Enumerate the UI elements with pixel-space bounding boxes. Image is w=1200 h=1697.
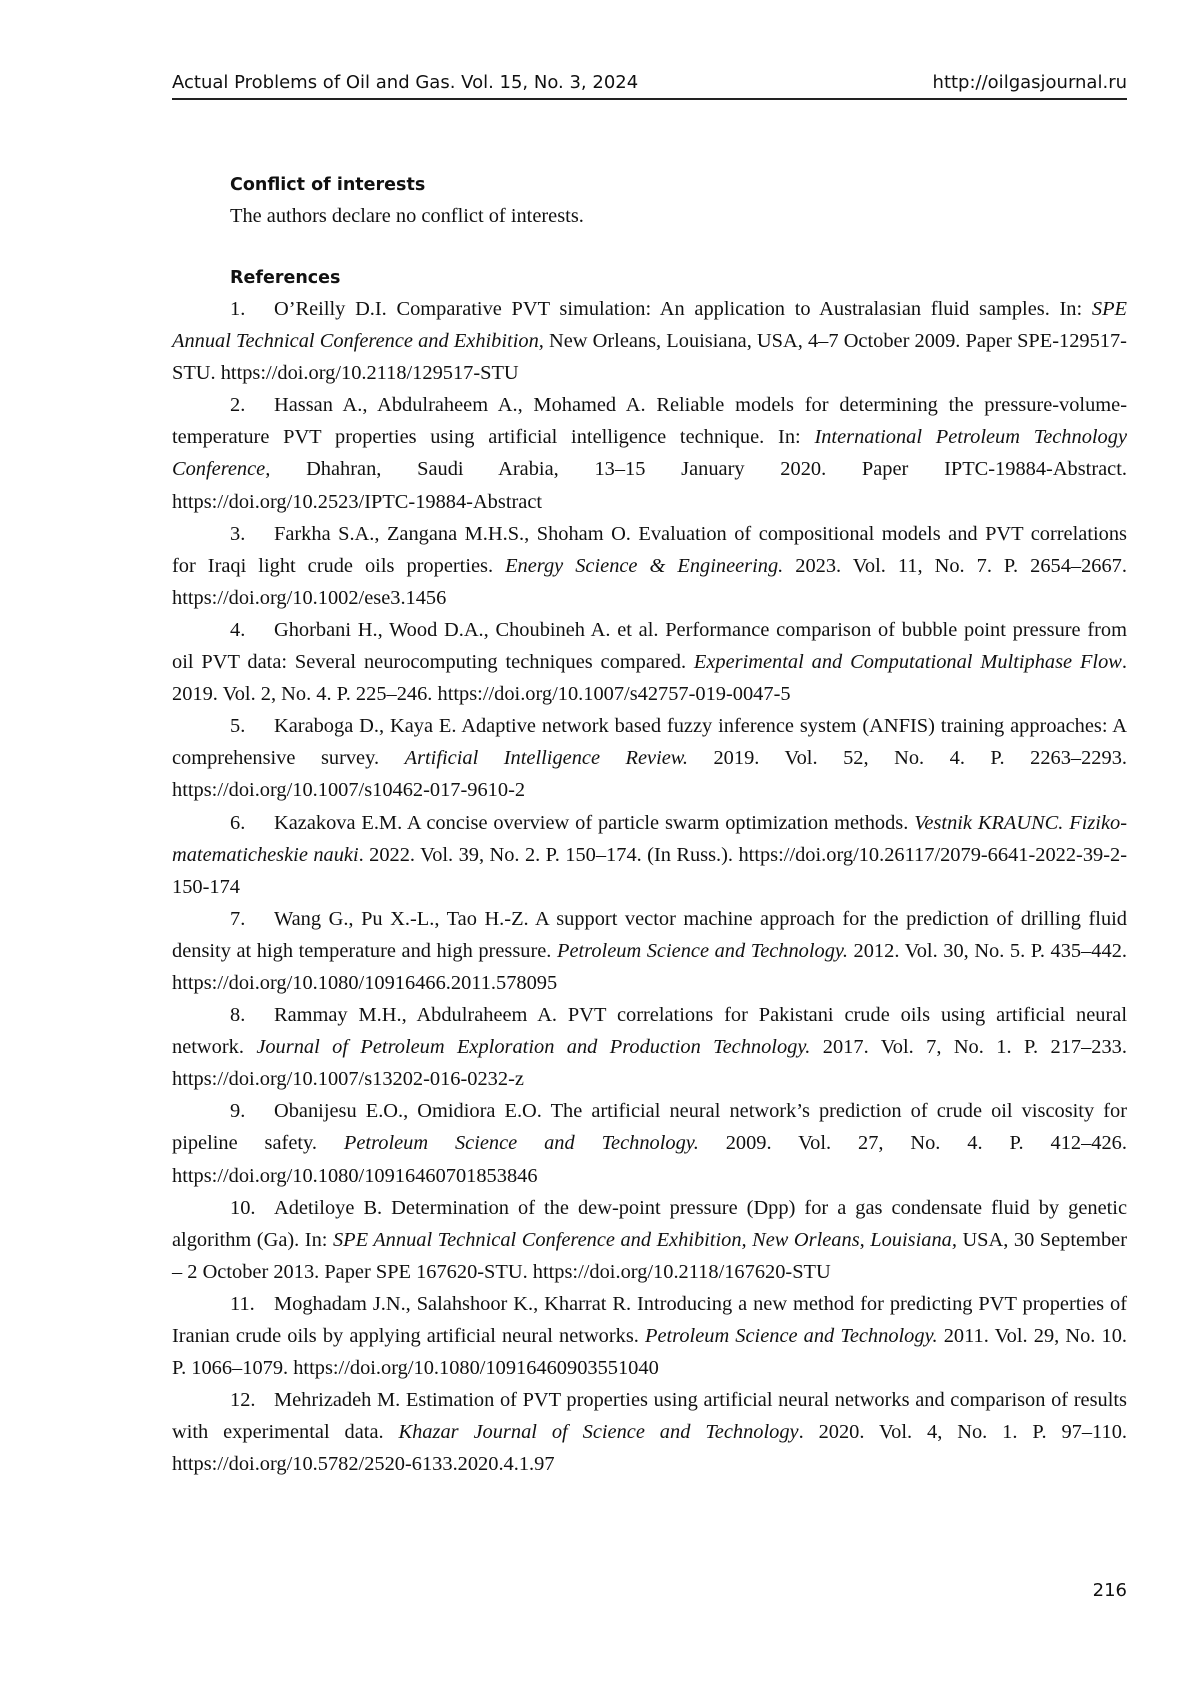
reference-text: Hassan A., Abdulraheem A., Mohamed A. Reliable models for determining the pressure-volume-temperature PVT properties using artificial intelligence technique. In: [172,394,1127,449]
reference-item [172,389,1127,517]
reference-source: Petroleum Science and Technology. [343,1132,699,1155]
page-content [172,170,1127,1480]
reference-text: Farkha S.A., Zangana M.H.S., Shoham O. Evaluation of compositional models and PVT correlations for Iraqi light crude oils properties. [172,522,1127,577]
references-heading: References [230,268,341,288]
reference-text: Ghorbani H., Wood D.A., Choubineh A. et al. Performance comparison of bubble point pressure from oil PVT data: Several neurocomputing techniques compared. [172,618,1127,674]
reference-number: 10. [230,1196,256,1219]
reference-details: 2019. Vol. 52, No. 4. P. 2263–2293. https://doi.org/10.1007/s10462-017-9610-2 [172,747,1127,802]
reference-details: 2011. Vol. 29, No. 10. P. 1066–1079. https://doi.org/10.1080/10916460903551040 [172,1325,1127,1380]
reference-number: 8. [230,1004,246,1027]
reference-details: Dhahran, Saudi Arabia, 13–15 January 2020. Paper IPTC-19884-Abstract. https://doi.org/10.2523/IPTC-19884-Abstract [172,458,1127,513]
reference-source: SPE Annual Technical Conference and Exhibition, New Orleans, Louisiana, [332,1228,957,1251]
reference-source: International Petroleum Technology Conference, [172,426,1127,481]
reference-details: New Orleans, Louisiana, USA, 4–7 October 2009. Paper SPE-129517-STU. https://doi.org/10.2118/129517-STU [172,330,1127,385]
reference-item [172,1192,1127,1288]
conflict-heading: Conflict of interests [230,175,426,195]
reference-details: . 2019. Vol. 2, No. 4. P. 225–246. https://doi.org/10.1007/s42757-019-0047-5 [172,651,1127,706]
reference-source: Energy Science & Engineering. [505,554,784,577]
reference-text: Mehrizadeh M. Estimation of PVT properties using artificial neural networks and comparison of results with experimental data. [172,1389,1127,1444]
reference-source: Vestnik KRAUNC. Fiziko-matematicheskie nauki [172,811,1128,866]
reference-text: Karaboga D., Kaya E. Adaptive network based fuzzy inference system (ANFIS) training approaches: A comprehensive survey. [172,715,1127,770]
reference-source: Journal of Petroleum Exploration and Production Technology. [256,1036,811,1059]
reference-details: USA, 30 September – 2 October 2013. Paper SPE 167620-STU. https://doi.org/10.2118/167620-STU [172,1228,1127,1283]
reference-item [172,614,1127,710]
reference-item [172,999,1127,1095]
reference-text: Kazakova E.M. A concise overview of particle swarm optimization methods. [274,811,915,834]
reference-item [172,293,1127,389]
reference-source: Petroleum Science and Technology. [556,939,848,962]
reference-details: . 2020. Vol. 4, No. 1. P. 97–110. https://doi.org/10.5782/2520-6133.2020.4.1.97 [172,1421,1127,1476]
page-number: 216 [1092,1580,1127,1601]
reference-source: Experimental and Computational Multiphase Flow [693,651,1122,674]
reference-item [172,710,1127,806]
reference-text: Wang G., Pu X.-L., Tao H.-Z. A support vector machine approach for the prediction of drilling fluid density at high temperature and high pressure. [172,907,1127,962]
reference-text: Obanijesu E.O., Omidiora E.O. The artificial neural network’s prediction of crude oil viscosity for pipeline safety. [172,1100,1127,1155]
reference-text: Rammay M.H., Abdulraheem A. PVT correlations for Pakistani crude oils using artificial neural network. [172,1004,1127,1059]
reference-number: 12. [230,1389,256,1412]
reference-details: 2023. Vol. 11, No. 7. P. 2654–2667. https://doi.org/10.1002/ese3.1456 [172,554,1127,609]
reference-text: Moghadam J.N., Salahshoor K., Kharrat R. Introducing a new method for predicting PVT properties of Iranian crude oils by applying artificial neural networks. [172,1292,1127,1347]
reference-number: 7. [230,907,246,930]
reference-source: SPE Annual Technical Conference and Exhibition, [172,298,1127,353]
reference-details: 2009. Vol. 27, No. 4. P. 412–426. https://doi.org/10.1080/10916460701853846 [172,1132,1127,1187]
reference-source: Artificial Intelligence Review. [404,747,688,770]
reference-text: Adetiloye B. Determination of the dew-point pressure (Dpp) for a gas condensate fluid by genetic algorithm (Ga). In: [172,1196,1127,1251]
reference-number: 3. [230,522,246,545]
reference-item [172,518,1127,614]
reference-item [172,1384,1127,1480]
conflict-text: The authors declare no conflict of interests. [230,205,584,227]
reference-list [172,293,1127,1480]
reference-number: 5. [230,715,246,738]
reference-details: 2012. Vol. 30, No. 5. P. 435–442. https://doi.org/10.1080/10916466.2011.578095 [172,939,1127,994]
journal-url: http://oilgasjournal.ru [932,72,1127,93]
reference-source: Petroleum Science and Technology. [645,1325,938,1347]
reference-number: 9. [230,1100,246,1123]
reference-number: 2. [230,394,246,417]
reference-number: 1. [230,298,246,320]
reference-details: . 2022. Vol. 39, No. 2. P. 150–174. (In Russ.). https://doi.org/10.26117/2079-6641-2022-39-2-150-174 [172,843,1127,898]
reference-source: Khazar Journal of Science and Technology [398,1421,799,1444]
journal-title: Actual Problems of Oil and Gas. Vol. 15, No. 3, 2024 [172,72,639,93]
reference-item [172,1288,1127,1384]
reference-number: 11. [230,1292,255,1315]
reference-item [172,1095,1127,1191]
running-header [172,72,1127,100]
reference-item [172,807,1127,903]
reference-item [172,903,1127,999]
reference-number: 4. [230,618,246,641]
reference-details: 2017. Vol. 7, No. 1. P. 217–233. https://doi.org/10.1007/s13202-016-0232-z [172,1036,1127,1091]
reference-number: 6. [230,811,246,834]
reference-text: O’Reilly D.I. Comparative PVT simulation: An application to Australasian fluid samples. In: [274,298,1092,320]
